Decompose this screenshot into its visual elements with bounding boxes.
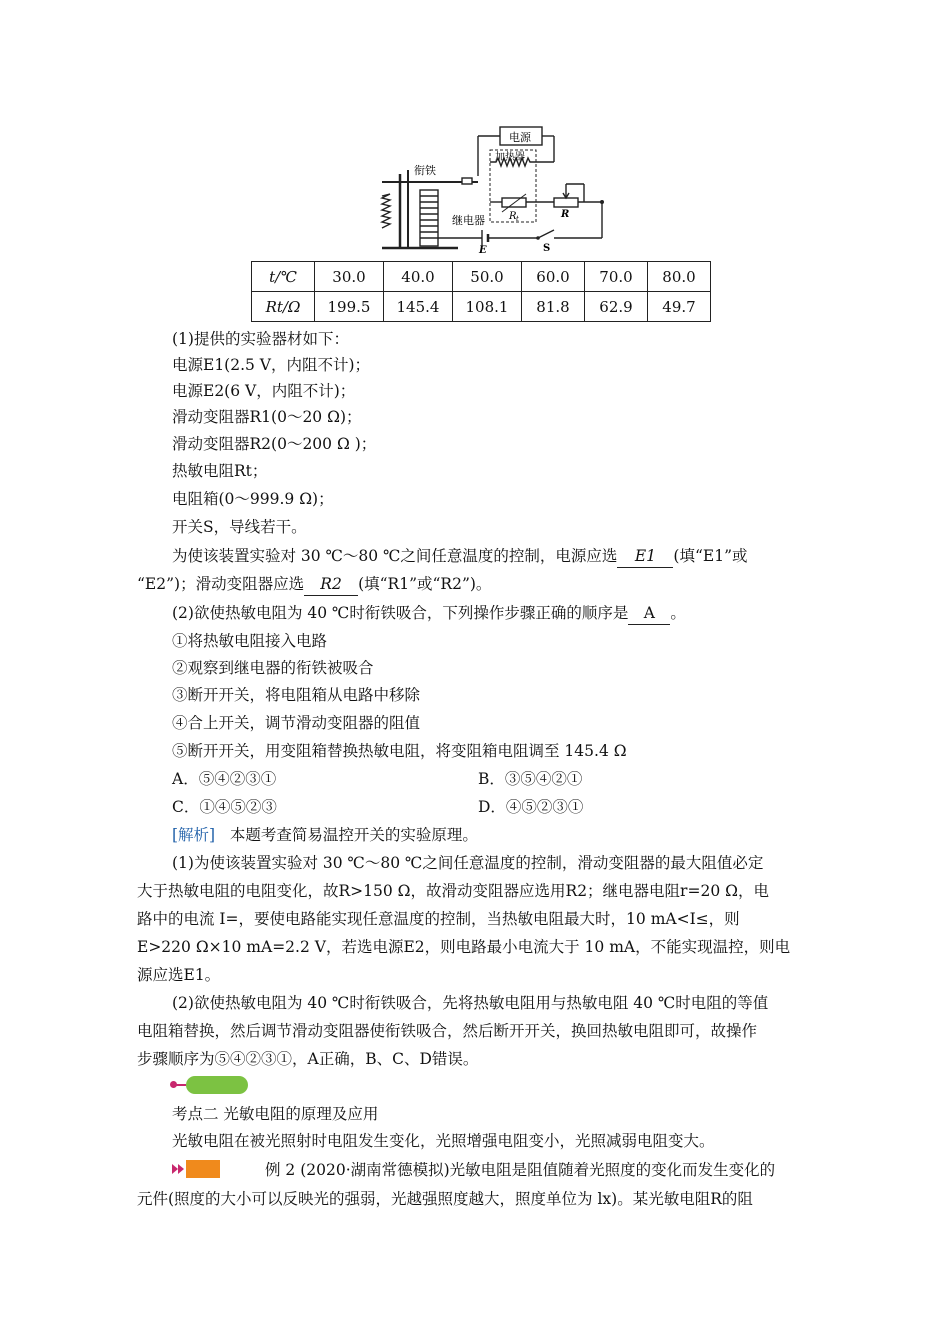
table-cell: 30.0 bbox=[315, 262, 384, 292]
option-d: D．④⑤②③① bbox=[478, 798, 584, 816]
step-2: ②观察到继电器的衔铁被吸合 bbox=[172, 659, 374, 677]
answer-blank-1: E1 bbox=[617, 545, 673, 568]
table-cell: 80.0 bbox=[648, 262, 711, 292]
item-e2: 电源E2(6 V，内阻不计)； bbox=[172, 382, 356, 400]
option-a: A．⑤④②③① bbox=[172, 770, 277, 788]
analysis-2-line-3: 步骤顺序为⑤④②③①，A正确，B、C、D错误。 bbox=[137, 1050, 479, 1068]
analysis-line bbox=[172, 824, 478, 846]
analysis-1-line-3: 路中的电流 I=，要使电路能实现任意温度的控制，当热敏电阻最大时，10 mA<I≤，则 bbox=[137, 910, 740, 928]
example-2-line-2: 元件(照度的大小可以反映光的强弱，光越强照度越大，照度单位为 lx)。某光敏电阻R的阻 bbox=[137, 1190, 753, 1208]
q1-line2-b: (填“R1”或“R2”)。 bbox=[358, 575, 492, 593]
q1-line1-a: 为使该装置实验对 30 ℃～80 ℃之间任意温度的控制，电源应选 bbox=[172, 547, 618, 565]
table-cell: 49.7 bbox=[648, 292, 711, 322]
item-switch: 开关S，导线若干。 bbox=[172, 518, 307, 536]
item-box: 电阻箱(0～999.9 Ω)； bbox=[172, 490, 334, 508]
relay-circuit-diagram bbox=[378, 124, 608, 254]
thermistor-sub: t bbox=[516, 215, 519, 223]
power-label: 电源 bbox=[509, 131, 531, 144]
analysis-intro: 本题考查简易温控开关的实验原理。 bbox=[229, 826, 478, 844]
kaodian-title: 考点二 光敏电阻的原理及应用 bbox=[172, 1105, 379, 1123]
table-cell: 60.0 bbox=[522, 262, 585, 292]
q1-line2 bbox=[137, 573, 491, 596]
analysis-2-line-2: 电阻箱替换，然后调节滑动变阻器使衔铁吸合，然后断开开关，换回热敏电阻即可，故操作 bbox=[137, 1022, 758, 1040]
step-4: ④合上开关，调节滑动变阻器的阻值 bbox=[172, 714, 421, 732]
example-arrow-icon bbox=[172, 1160, 248, 1178]
temperature-resistance-table bbox=[251, 261, 711, 322]
q1-line2-a: “E2”)；滑动变阻器应选 bbox=[137, 575, 305, 593]
example-2-line-1: 例 2 (2020·湖南常德模拟)光敏电阻是阻值随着光照度的变化而发生变化的 bbox=[265, 1161, 776, 1179]
table-head-rt: Rt/Ω bbox=[252, 292, 315, 322]
table-cell: 145.4 bbox=[384, 292, 453, 322]
answer-blank-3: A bbox=[628, 602, 670, 625]
armature-label: 衔铁 bbox=[414, 164, 436, 177]
step-5: ⑤断开开关，用变阻箱替换热敏电阻，将变阻箱电阻调至 145.4 Ω bbox=[172, 742, 627, 760]
table-cell: 40.0 bbox=[384, 262, 453, 292]
rheostat-label: R bbox=[561, 209, 570, 220]
battery-label: E bbox=[479, 245, 487, 254]
section-tag-icon bbox=[172, 1076, 250, 1094]
q2-a: (2)欲使热敏电阻为 40 ℃时衔铁吸合，下列操作步骤正确的顺序是 bbox=[172, 604, 629, 622]
item-r1: 滑动变阻器R1(0～20 Ω)； bbox=[172, 408, 362, 426]
q1-intro: (1)提供的实验器材如下： bbox=[172, 330, 349, 348]
q1-line1-b: (填“E1”或 bbox=[673, 547, 748, 565]
table-cell: 70.0 bbox=[585, 262, 648, 292]
step-3: ③断开开关，将电阻箱从电路中移除 bbox=[172, 686, 421, 704]
analysis-1-line-2: 大于热敏电阻的电阻变化，故R>150 Ω，故滑动变阻器应选用R2；继电器电阻r=20 Ω，电 bbox=[137, 882, 769, 900]
q2-line bbox=[172, 602, 686, 625]
item-r2: 滑动变阻器R2(0～200 Ω )； bbox=[172, 435, 377, 453]
q1-line1 bbox=[172, 545, 748, 568]
table-cell: 50.0 bbox=[453, 262, 522, 292]
analysis-2-line-1: (2)欲使热敏电阻为 40 ℃时衔铁吸合，先将热敏电阻用与热敏电阻 40 ℃时电阻的等值 bbox=[172, 994, 769, 1012]
analysis-1-line-5: 源应选E1。 bbox=[137, 966, 221, 984]
table-cell: 199.5 bbox=[315, 292, 384, 322]
q2-b: 。 bbox=[670, 604, 686, 622]
table-cell: 62.9 bbox=[585, 292, 648, 322]
switch-label: S bbox=[543, 243, 551, 254]
answer-blank-2: R2 bbox=[304, 573, 358, 596]
item-e1: 电源E1(2.5 V，内阻不计)； bbox=[172, 356, 371, 374]
kaodian-desc: 光敏电阻在被光照射时电阻发生变化，光照增强电阻变小，光照减弱电阻变大。 bbox=[172, 1132, 715, 1150]
item-rt: 热敏电阻Rt； bbox=[172, 462, 268, 480]
relay-label: 继电器 bbox=[452, 214, 485, 227]
option-c: C．①④⑤②③ bbox=[172, 798, 277, 816]
heater-label: 加热器 bbox=[495, 152, 525, 163]
step-1: ①将热敏电阻接入电路 bbox=[172, 632, 328, 650]
thermistor-label: R bbox=[509, 211, 517, 222]
table-row bbox=[252, 292, 711, 322]
option-b: B．③⑤④②① bbox=[478, 770, 583, 788]
table-cell: 108.1 bbox=[453, 292, 522, 322]
table-head-t: t/℃ bbox=[252, 262, 315, 292]
analysis-1-line-1: (1)为使该装置实验对 30 ℃～80 ℃之间任意温度的控制，滑动变阻器的最大阻值必定 bbox=[172, 854, 764, 872]
table-cell: 81.8 bbox=[522, 292, 585, 322]
analysis-tag: [解析] bbox=[172, 826, 216, 844]
table-row bbox=[252, 262, 711, 292]
analysis-1-line-4: E>220 Ω×10 mA=2.2 V，若选电源E2，则电路最小电流大于 10 mA，不能实现温控，则电 bbox=[137, 938, 791, 956]
